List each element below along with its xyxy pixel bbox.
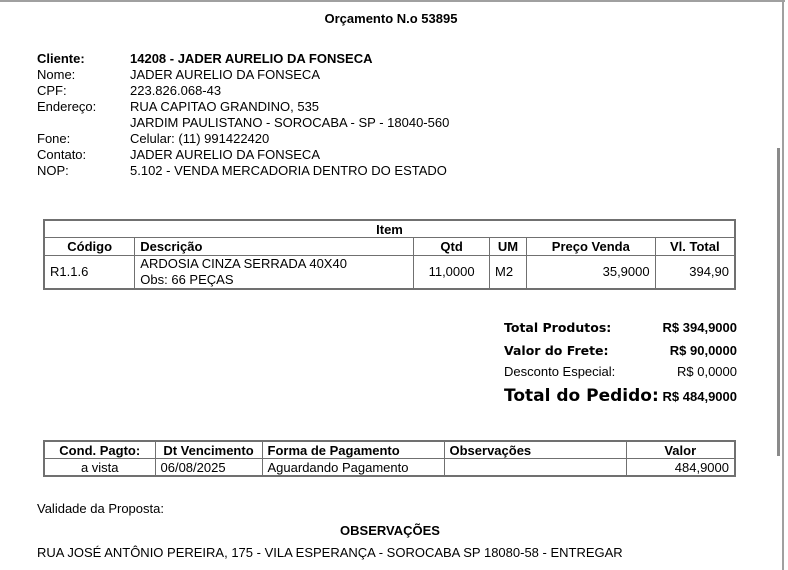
- total-produtos-value: R$ 394,9000: [662, 320, 737, 335]
- cell-valor: 484,9000: [626, 459, 735, 477]
- cell-preco: 35,9000: [527, 256, 656, 290]
- col-header-codigo: Código: [44, 238, 135, 256]
- address-label-blank: [37, 115, 130, 131]
- address-label: Endereço:: [37, 99, 97, 114]
- phone-label: Fone:: [37, 131, 71, 146]
- desconto-label: Desconto Especial:: [504, 364, 616, 379]
- address-line2: JARDIM PAULISTANO - SOROCABA - SP - 18040-560: [130, 115, 450, 130]
- col-header-valor: Valor: [626, 441, 735, 459]
- nop-label: NOP:: [37, 163, 69, 178]
- items-caption: Item: [44, 220, 735, 238]
- cell-total: 394,90: [655, 256, 735, 290]
- col-header-vencimento: Dt Vencimento: [155, 441, 262, 459]
- observacoes-title: OBSERVAÇÕES: [340, 523, 440, 538]
- cpf-label: CPF:: [37, 83, 67, 98]
- table-row: [44, 256, 735, 290]
- items-header-row: [44, 238, 735, 256]
- name-row: [37, 67, 449, 83]
- payment-table: [43, 440, 736, 477]
- nop-value: 5.102 - VENDA MERCADORIA DENTRO DO ESTADO: [130, 163, 447, 178]
- vertical-scrollbar-thumb[interactable]: [777, 148, 780, 456]
- col-header-cond-pagto: Cond. Pagto:: [44, 441, 155, 459]
- window-right-border: [782, 2, 784, 570]
- total-pedido-value: R$ 484,9000: [662, 389, 737, 404]
- cell-um: M2: [490, 256, 527, 290]
- address-row-2: [37, 115, 449, 131]
- desconto-row: [504, 364, 737, 386]
- observacoes-text: RUA JOSÉ ANTÔNIO PEREIRA, 175 - VILA ESPERANÇA - SOROCABA SP 18080-58 - ENTREGAR: [37, 545, 623, 560]
- document-title: Orçamento N.o 53895: [324, 11, 458, 26]
- client-label: Cliente:: [37, 51, 85, 66]
- cell-descricao: [135, 256, 414, 290]
- contact-row: [37, 147, 449, 163]
- contact-value: JADER AURELIO DA FONSECA: [130, 147, 320, 162]
- cell-vencimento: 06/08/2025: [155, 459, 262, 477]
- frete-label: Valor do Frete:: [504, 343, 609, 358]
- window-top-border: [0, 0, 785, 2]
- phone-row: [37, 131, 449, 147]
- frete-row: [504, 343, 737, 364]
- cell-qtd: 11,0000: [414, 256, 490, 290]
- address-line1: RUA CAPITAO GRANDINO, 535: [130, 99, 320, 114]
- frete-value: R$ 90,0000: [669, 343, 737, 358]
- client-row: [37, 51, 449, 67]
- col-header-forma: Forma de Pagamento: [262, 441, 444, 459]
- item-obs: Obs: 66 PEÇAS: [140, 272, 234, 287]
- total-produtos-label: Total Produtos:: [504, 320, 612, 335]
- address-row: [37, 99, 449, 115]
- totals-block: [504, 320, 737, 406]
- col-header-qtd: Qtd: [414, 238, 490, 256]
- col-header-observacoes: Observações: [444, 441, 626, 459]
- total-pedido-label: Total do Pedido:: [504, 386, 659, 406]
- col-header-preco: Preço Venda: [527, 238, 656, 256]
- name-label: Nome:: [37, 67, 76, 82]
- total-pedido-row: [504, 386, 737, 406]
- cell-observacoes: [444, 459, 626, 477]
- total-produtos-row: [504, 320, 737, 343]
- cell-codigo: R1.1.6: [44, 256, 135, 290]
- client-info: [37, 51, 449, 179]
- validade-label: Validade da Proposta:: [37, 501, 164, 516]
- table-row: [44, 459, 735, 477]
- name-value: JADER AURELIO DA FONSECA: [130, 67, 320, 82]
- desconto-value: R$ 0,0000: [677, 364, 737, 379]
- cpf-value: 223.826.068-43: [130, 83, 222, 98]
- nop-row: [37, 163, 449, 179]
- cell-cond-pagto: a vista: [44, 459, 155, 477]
- client-value: 14208 - JADER AURELIO DA FONSECA: [130, 51, 373, 66]
- contact-label: Contato:: [37, 147, 87, 162]
- payment-header-row: [44, 441, 735, 459]
- item-description: ARDOSIA CINZA SERRADA 40X40: [140, 256, 347, 271]
- col-header-um: UM: [490, 238, 527, 256]
- phone-value: Celular: (11) 991422420: [130, 131, 270, 146]
- items-table: [43, 219, 736, 290]
- cell-forma: Aguardando Pagamento: [262, 459, 444, 477]
- cpf-row: [37, 83, 449, 99]
- items-caption-row: [44, 220, 735, 238]
- col-header-descricao: Descrição: [135, 238, 414, 256]
- col-header-total: Vl. Total: [655, 238, 735, 256]
